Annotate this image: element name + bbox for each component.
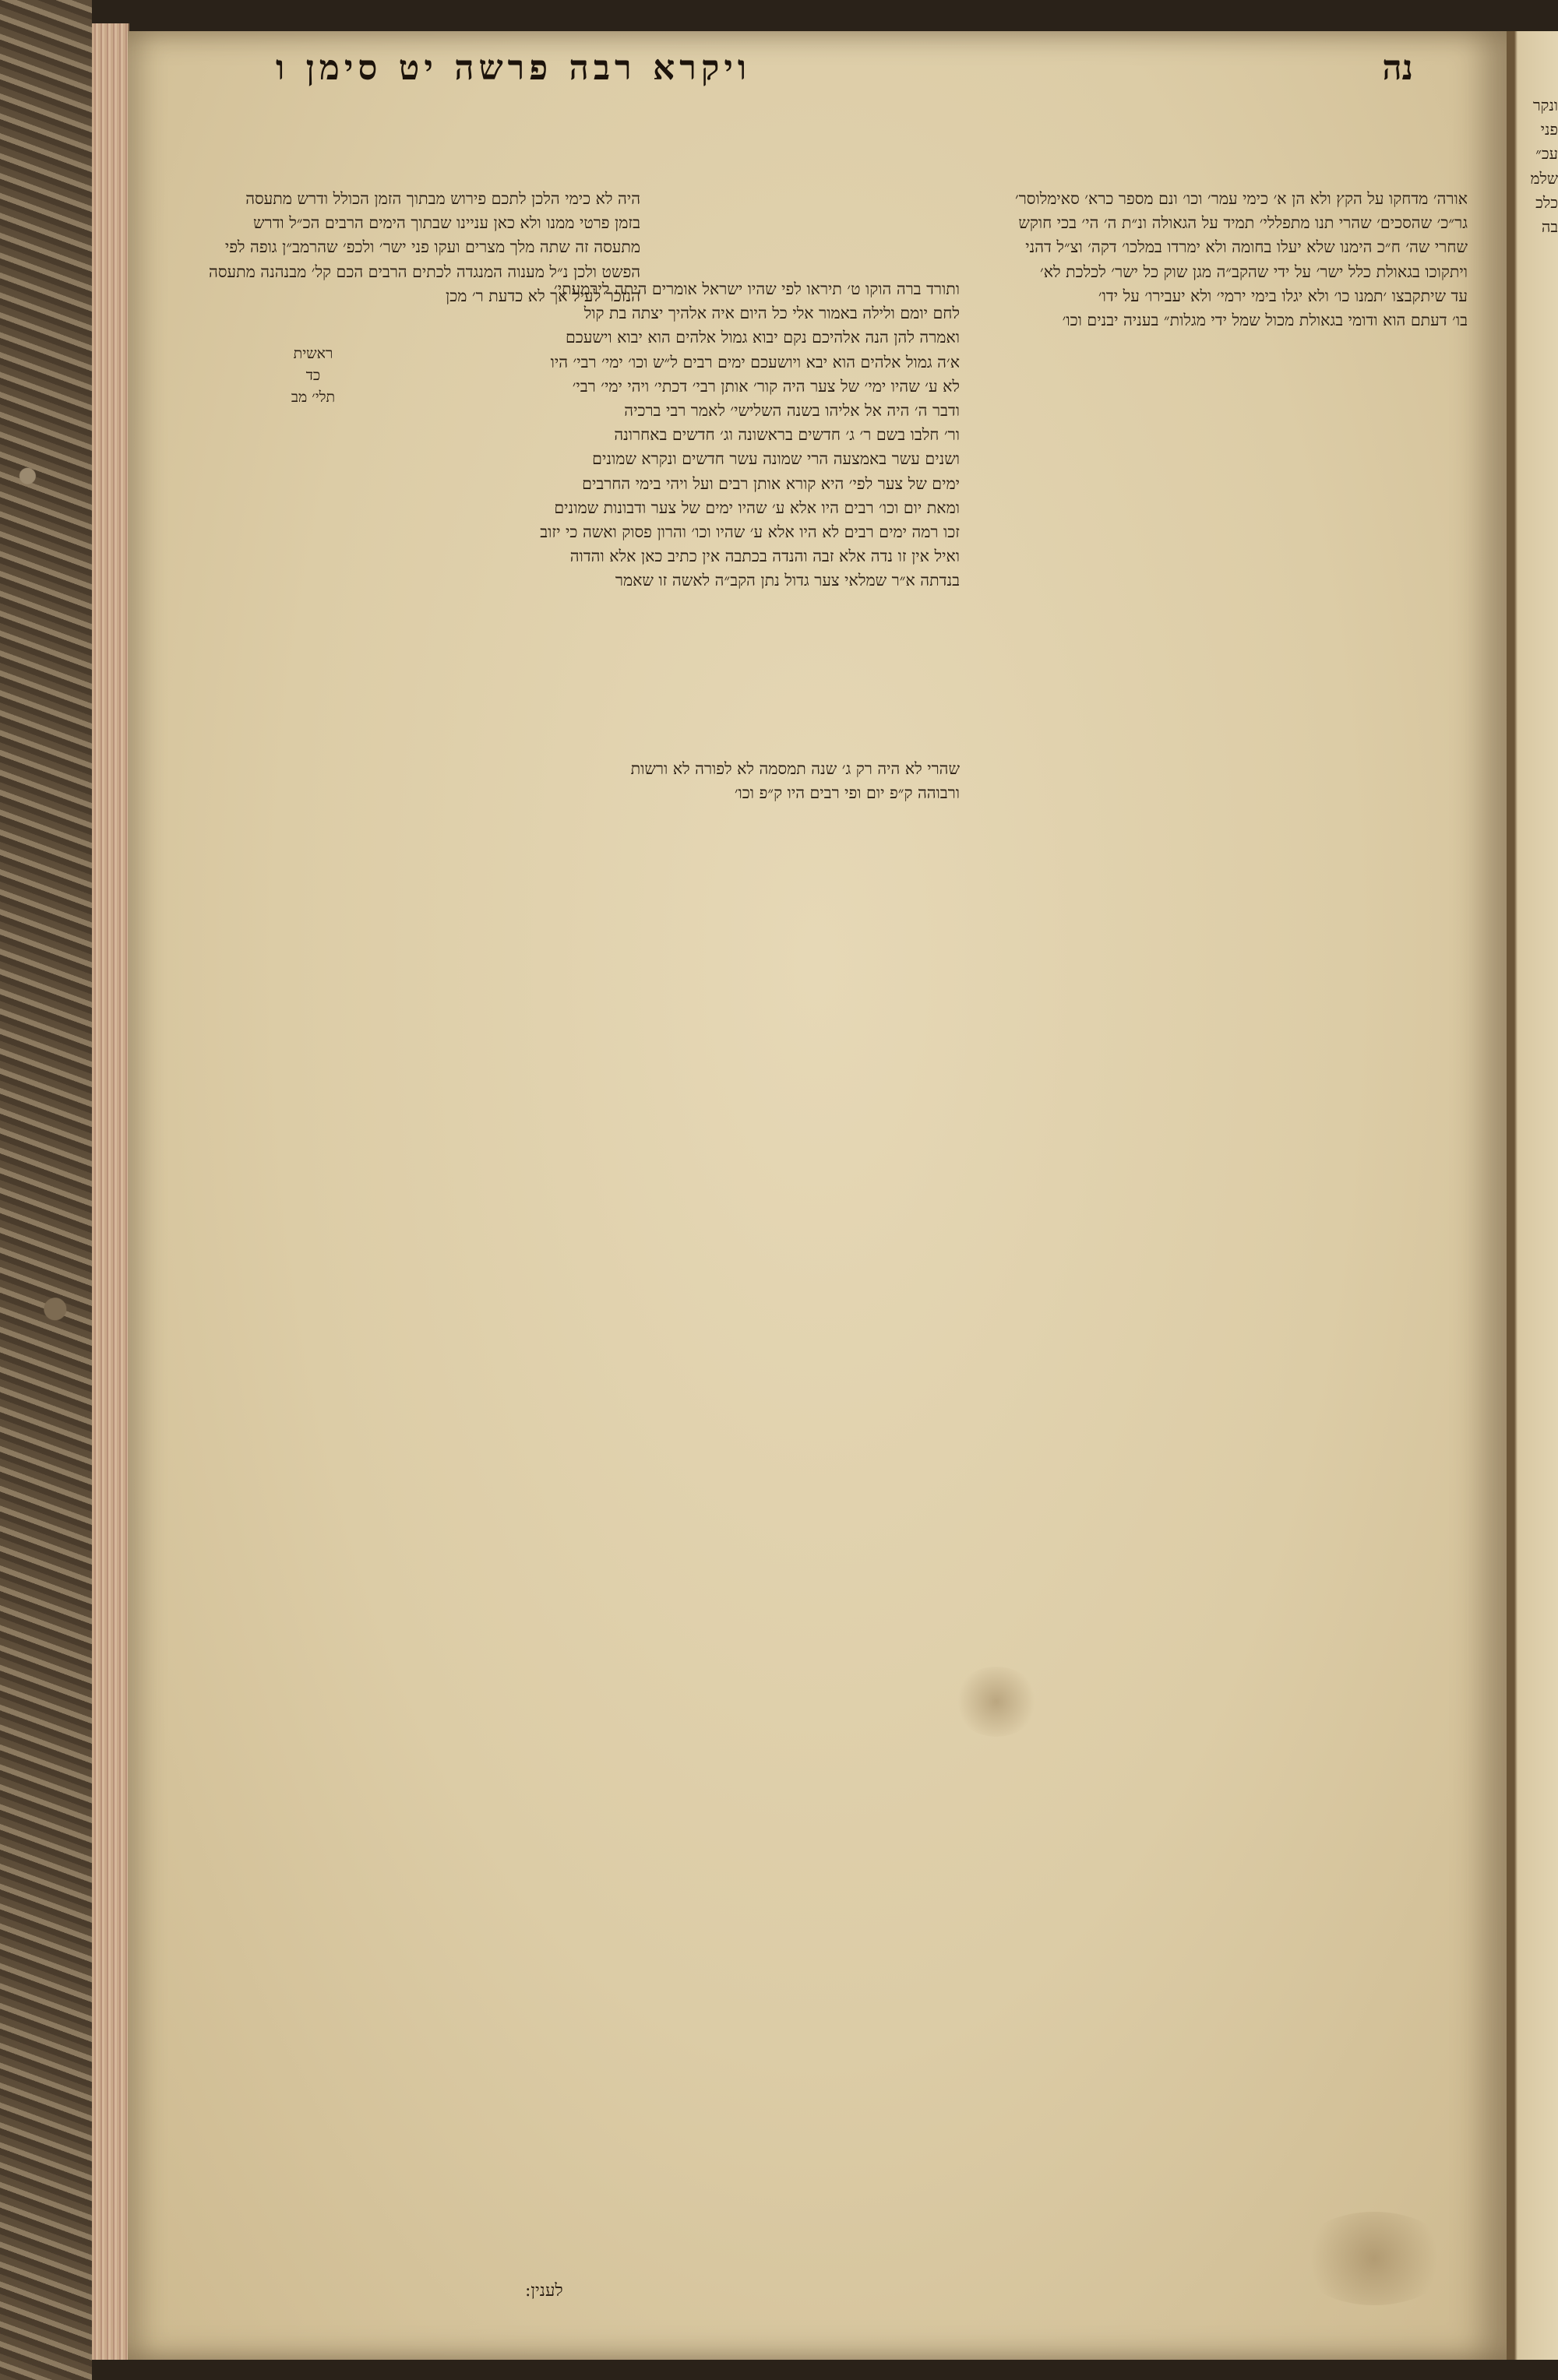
text-line xyxy=(375,308,640,333)
text-column-lower-commentary xyxy=(375,757,960,2283)
text-line xyxy=(938,2042,1468,2066)
text-line xyxy=(938,649,1468,673)
text-line: ורבוהה ק״פ יום ופי רבים היו ק״פ וכו׳ xyxy=(734,783,960,803)
text-line: בו׳ דעתם הוא ודומי בגאולת מכול שמל ידי מגלות״ בעניה יבנים וכו׳ xyxy=(1062,310,1468,329)
text-line: א׳ה גמול אלהים הוא יבא ויושעכם ימים רבים ל״ש וכו׳ ימי׳ רבי׳ היו xyxy=(550,352,960,371)
text-line xyxy=(938,1970,1468,1994)
text-line xyxy=(938,454,1468,478)
text-line xyxy=(375,1923,960,1947)
text-line xyxy=(375,1413,960,1437)
text-line xyxy=(375,649,640,673)
text-line xyxy=(938,2018,1468,2042)
text-line: הנזכר לעיל אך לא כדעת ר׳ מכן xyxy=(446,286,640,305)
text-line xyxy=(938,1751,1468,1775)
text-line xyxy=(938,478,1468,502)
text-line xyxy=(375,1170,960,1194)
text-line: עד שיתקבצו ׳תמנו כו׳ ולא יגלו בימי ירמי׳ ולא יעבירו׳ על ידו׳ xyxy=(1098,286,1468,305)
text-line xyxy=(938,333,1468,357)
text-line xyxy=(375,2093,960,2117)
text-line xyxy=(938,1556,1468,1580)
text-line xyxy=(375,454,640,478)
text-line xyxy=(375,1121,960,1146)
text-line: גר״כ׳ שהסכים׳ שהרי תנו מתפללי׳ תמיד על הגאולה ונ״ת ה׳ הי׳ בכי חוקש xyxy=(1018,213,1468,233)
book-page xyxy=(128,31,1507,2360)
text-line xyxy=(938,1945,1468,1969)
text-line xyxy=(648,666,960,690)
text-line xyxy=(375,430,640,454)
text-line xyxy=(375,1510,960,1534)
text-line: עכ״ xyxy=(1535,144,1558,164)
text-line xyxy=(938,624,1468,648)
text-line xyxy=(938,1386,1468,1410)
text-line xyxy=(375,1656,960,1680)
text-line xyxy=(648,642,960,666)
text-line xyxy=(938,1410,1468,1435)
text-line xyxy=(375,1801,960,1825)
text-line xyxy=(375,697,640,721)
text-line xyxy=(375,1534,960,1558)
folio-number: נה xyxy=(1382,48,1413,88)
text-line xyxy=(375,2166,960,2190)
text-line xyxy=(375,830,960,854)
text-line xyxy=(375,333,640,357)
text-line: ימים של צער לפי׳ היא קורא אותן רבים ועל ויהי בימי החרבים xyxy=(582,474,960,493)
text-line: זכו רמה ימים רבים לא היו אלא ע׳ שהיו וכו׳ והרון פסוק ואשה כי יזוב xyxy=(540,522,960,541)
text-line: כלכ xyxy=(1535,192,1558,212)
text-line xyxy=(375,1389,960,1413)
text-line xyxy=(938,1459,1468,1484)
text-line: ואמרה להן הנה אלהיכם נקם יבוא גמול אלהים הוא יבוא וישעכם xyxy=(566,328,960,347)
text-line xyxy=(375,1753,960,1777)
text-line xyxy=(375,1267,960,1291)
text-line xyxy=(375,1364,960,1389)
stain xyxy=(953,1667,1039,1737)
text-line: ואיל אין זו נדה אלא זבה והנדה בכתבה אין כתיב כאן אלא והדוה xyxy=(569,547,960,566)
catchword: לענין: xyxy=(525,2281,563,2301)
text-line xyxy=(648,714,960,738)
text-line xyxy=(375,1704,960,1728)
text-line xyxy=(375,576,640,600)
text-line xyxy=(375,1899,960,1923)
text-line xyxy=(375,2118,960,2142)
text-line xyxy=(375,1146,960,1170)
text-line xyxy=(938,1994,1468,2018)
text-line xyxy=(375,624,640,648)
text-line xyxy=(375,1048,960,1072)
text-column-lower-right xyxy=(938,1386,1468,2103)
margin-note-line: כד xyxy=(305,367,321,384)
text-line xyxy=(375,2020,960,2044)
text-line xyxy=(375,805,960,829)
text-line xyxy=(938,406,1468,430)
text-line xyxy=(375,2068,960,2093)
text-line xyxy=(938,1921,1468,1945)
text-line xyxy=(938,382,1468,406)
text-line xyxy=(938,1848,1468,1872)
text-line xyxy=(375,1461,960,1485)
text-line xyxy=(938,1799,1468,1823)
text-line xyxy=(375,551,640,576)
text-line xyxy=(375,1000,960,1024)
text-line xyxy=(375,1996,960,2020)
text-line: בזמן פרטי ממנו ולא כאן עניינו שבתוך הימים הרבים הכ״ל ודרש xyxy=(252,213,640,233)
text-line xyxy=(648,690,960,714)
text-line xyxy=(938,2066,1468,2090)
text-line xyxy=(938,357,1468,381)
text-line xyxy=(375,1680,960,1704)
text-line: אורה׳ מדחקו על הקץ ולא הן א׳ כימי עמר׳ וכו׳ ונם מספר כרא׳ סאימלוסר׳ xyxy=(1014,189,1468,208)
text-line xyxy=(938,1532,1468,1556)
text-line xyxy=(938,1435,1468,1459)
text-line: שחרי שה׳ ח״כ הימנו שלא יעלו בחומה ולא ימרדו במלכו׳ דקה׳ וצ״ל דהני xyxy=(1025,238,1468,257)
text-line xyxy=(375,878,960,903)
text-line xyxy=(938,1629,1468,1653)
text-line xyxy=(375,1947,960,1971)
text-line: ותורד ברה הוקו ט׳ תיראו לפי שהיו ישראל אומרים היתה לירמעתי׳ xyxy=(554,280,960,298)
text-line: מתעסה זה שתה מלך מצרים ועקו פני ישר׳ ולכפ׳ שהרמב״ן גופה לפי xyxy=(224,238,640,257)
text-line xyxy=(375,600,640,624)
page-title: ויקרא רבה פרשה יט סימן ו xyxy=(276,48,752,88)
text-line: בה xyxy=(1541,217,1558,237)
margin-note-line: תלי׳ מב xyxy=(291,389,336,406)
text-line xyxy=(375,1850,960,1874)
text-line xyxy=(938,1896,1468,1921)
text-line xyxy=(375,2190,960,2214)
text-line xyxy=(938,1775,1468,1799)
text-line xyxy=(375,2044,960,2068)
margin-note xyxy=(266,343,360,408)
text-line: הפשט ולכן נ״ל מענוה המנגדה לכתים הרבים הכם קל׳ מבנהנה מתעסה xyxy=(209,262,640,281)
text-line xyxy=(375,2238,960,2262)
text-line: ודבר ה׳ היה אל אליהו בשנה השלישי׳ לאמר רבי ברכיה xyxy=(624,400,960,420)
text-line xyxy=(938,527,1468,551)
text-line xyxy=(375,1315,960,1340)
text-line xyxy=(375,927,960,951)
text-line: ונקר xyxy=(1532,96,1558,114)
text-line xyxy=(375,406,640,430)
text-line xyxy=(375,976,960,1000)
text-line xyxy=(938,673,1468,697)
text-line xyxy=(375,1875,960,1899)
text-line xyxy=(375,1558,960,1583)
text-line xyxy=(375,952,960,976)
text-line xyxy=(375,1632,960,1656)
text-line xyxy=(375,1340,960,1364)
text-line: ור׳ חלבו בשם ר׳ ג׳ חדשים בראשונה וג׳ חדשים באחרונה xyxy=(614,425,960,445)
text-line: לחם יומם ולילה באמור אלי כל היום איה אלהיך יצתה בת קול xyxy=(583,304,960,323)
text-line xyxy=(375,1583,960,1607)
text-line xyxy=(375,1825,960,1850)
text-line xyxy=(938,551,1468,576)
book-cover-edge xyxy=(0,0,92,2380)
running-header xyxy=(276,48,1413,88)
text-line: ושנים עשר באמצעה הרי שמונה עשר חדשים ונקרא שמונים xyxy=(592,449,960,469)
text-line xyxy=(375,1194,960,1218)
text-line xyxy=(938,1823,1468,1847)
facing-page-text xyxy=(1521,93,1558,2336)
text-line xyxy=(938,430,1468,454)
text-line: שלמ xyxy=(1530,168,1558,188)
text-line: לא ע׳ שהיו ימי׳ של צער היה קור׳ אותן רבי׳ דכתי׳ ויהי ימי׳ רבי׳ xyxy=(572,376,960,396)
text-line xyxy=(375,673,640,697)
text-line xyxy=(375,478,640,502)
text-line xyxy=(375,357,640,381)
text-line xyxy=(375,1437,960,1461)
text-line xyxy=(375,1097,960,1121)
text-line xyxy=(938,600,1468,624)
text-line xyxy=(938,1508,1468,1532)
text-line xyxy=(375,1243,960,1267)
text-line xyxy=(375,1291,960,1315)
text-line xyxy=(648,593,960,617)
text-line xyxy=(938,576,1468,600)
text-line xyxy=(938,1605,1468,1629)
text-line xyxy=(375,527,640,551)
text-line xyxy=(375,1607,960,1632)
text-line xyxy=(375,1219,960,1243)
margin-note-line: ראשית xyxy=(293,345,333,362)
text-line xyxy=(375,1072,960,1097)
text-line xyxy=(938,745,1468,769)
text-line xyxy=(375,2300,640,2324)
text-line xyxy=(938,1872,1468,1896)
text-line xyxy=(375,721,640,745)
text-line xyxy=(375,1024,960,1048)
text-line: היה לא כימי הלכן לתכם פירוש מבתוך הזמן הכולל ודרש מתעסה xyxy=(245,189,640,208)
text-line xyxy=(375,903,960,927)
text-line xyxy=(938,1581,1468,1605)
text-line xyxy=(375,502,640,526)
text-line xyxy=(938,697,1468,721)
text-line: פני xyxy=(1540,120,1558,139)
text-line: ויתקוכו בגאולת כלל ישר׳ על ידי שהקב״ה מגן שוק כל ישר׳ לכלכת לא׳ xyxy=(1039,262,1468,281)
text-line xyxy=(375,2142,960,2166)
text-line xyxy=(938,794,1468,819)
text-line xyxy=(375,1729,960,1753)
text-line xyxy=(375,854,960,878)
text-line xyxy=(938,721,1468,745)
text-line: שהרי לא היה רק ג׳ שנה תמסמה לא לפורה לא ורשות xyxy=(630,759,960,778)
text-line xyxy=(375,1486,960,1510)
text-line xyxy=(375,1971,960,1995)
text-line xyxy=(938,1484,1468,1508)
text-line xyxy=(375,1777,960,1801)
page-edges xyxy=(92,23,129,2360)
text-line xyxy=(938,502,1468,526)
stain xyxy=(1296,2212,1452,2305)
text-line xyxy=(375,2214,960,2238)
text-line: בנדתה א״ר שמלאי צער גדול נתן הקב״ה לאשה זו שאמר xyxy=(615,571,960,590)
text-line: ומאת יום וכו׳ רבים היו אלא ע׳ שהיו ימים של צער ודבונות שמונים xyxy=(554,498,960,517)
text-line xyxy=(938,770,1468,794)
text-line xyxy=(375,382,640,406)
text-line xyxy=(648,618,960,642)
